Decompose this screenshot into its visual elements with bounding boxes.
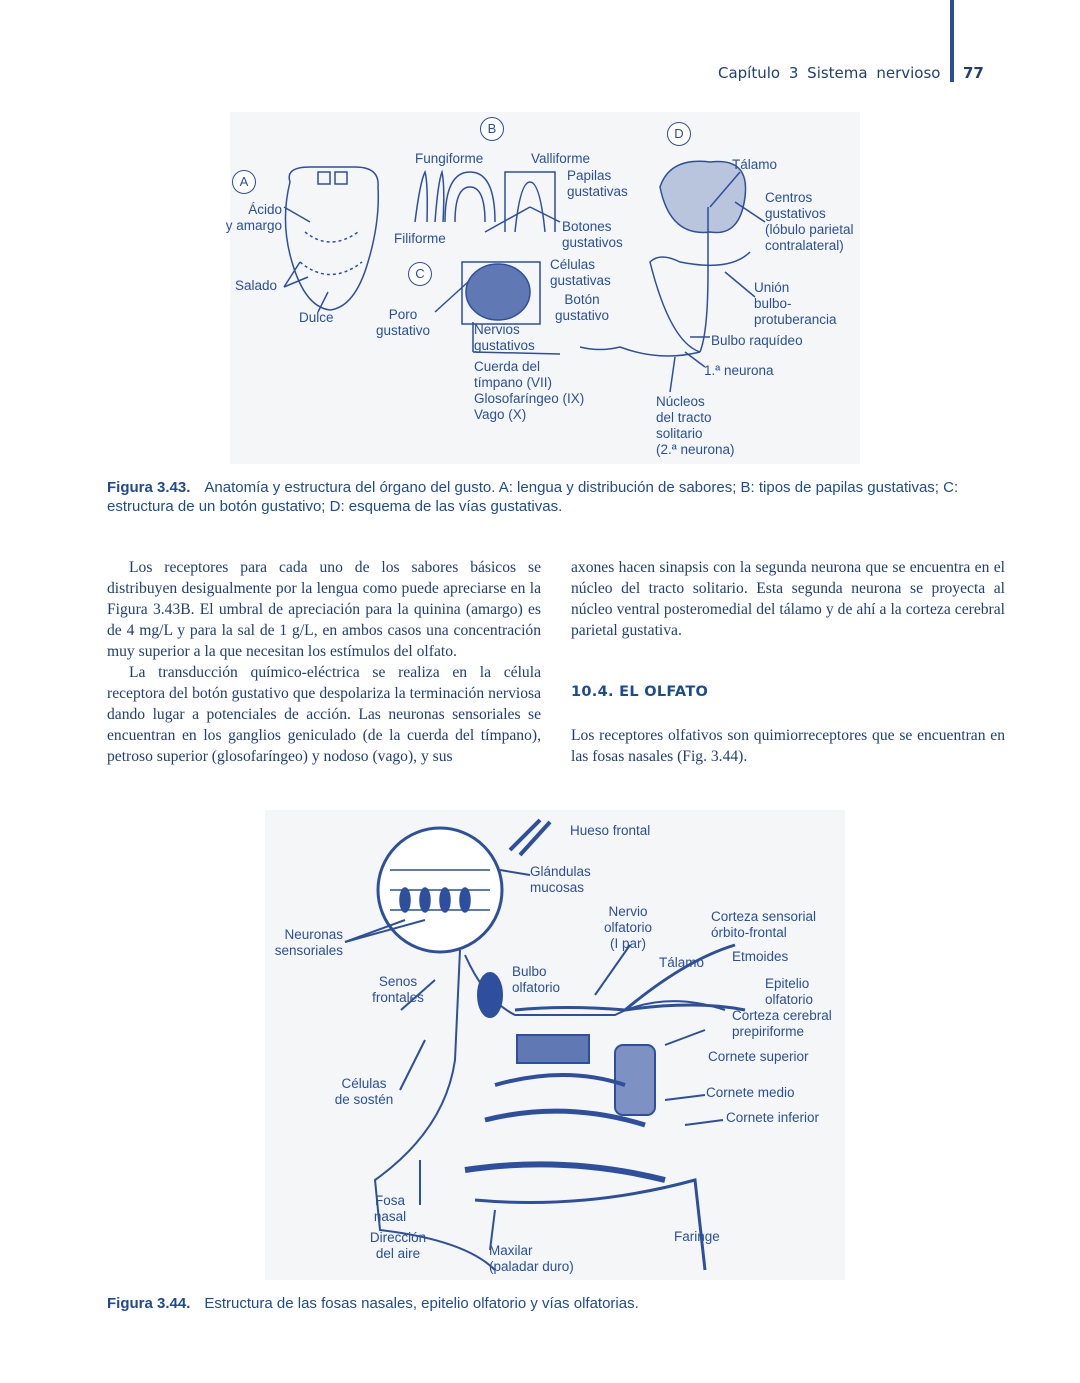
label-senos: Senos frontales (372, 974, 424, 1005)
label-hueso-frontal: Hueso frontal (570, 823, 651, 838)
label-nerves-list: Cuerda del tímpano (VII) Glosofaríngeo (IX) Vago (X) (474, 359, 585, 422)
label-boton: Botón gustativo (554, 292, 610, 323)
figure-3-43-caption (107, 478, 1007, 516)
caption-text: Anatomía y estructura del órgano del gusto. A: lengua y distribución de sabores; B: tipos de papilas gustativas; C: estructura de un botón gustativo; D: esquema de las vías gustativas. (107, 479, 959, 515)
label-primera-neurona: 1.ª neurona (704, 363, 774, 378)
label-valliforme: Valliforme (531, 151, 591, 166)
caption-number: Figura 3.43. (107, 479, 191, 496)
figure-3-43 (225, 112, 860, 464)
label-talamo: Tálamo (732, 157, 778, 172)
label-celulas-sosten: Células de sostén (334, 1076, 394, 1107)
label-direccion-aire: Dirección del aire (369, 1230, 427, 1261)
right-column-2 (571, 725, 1005, 767)
label-cornete-inferior: Cornete inferior (726, 1110, 820, 1125)
label-epitelio: Epitelio olfatorio (765, 976, 814, 1007)
label-etmoides: Etmoides (732, 949, 789, 964)
header-rule (950, 0, 954, 82)
label-union: Unión bulbo-protuberancia (754, 280, 837, 327)
right-column (571, 557, 1005, 641)
label-maxilar: Maxilar (paladar duro) (489, 1243, 574, 1274)
label-celulas: Células gustativas (550, 257, 611, 288)
paragraph: axones hacen sinapsis con la segunda neurona que se encuentra en el núcleo del tracto solitario. Esta segunda neurona se proyecta al núcleo ventral posteromedial del tálamo y de ahí a la corteza cerebral parietal gustativa. (571, 559, 1005, 639)
label-fungiforme: Fungiforme (415, 151, 484, 166)
figure-3-44 (265, 810, 845, 1280)
label-acido: Ácido y amargo (225, 202, 282, 233)
label-faringe: Faringe (674, 1229, 720, 1244)
label-nucleos: Núcleos del tracto solitario (2.ª neurona) (656, 394, 735, 457)
label-cornete-medio: Cornete medio (706, 1085, 795, 1100)
label-poro: Poro gustativo (375, 307, 431, 338)
label-fosa-nasal: Fosa nasal (373, 1193, 407, 1224)
label-nervios: Nervios gustativos (474, 322, 535, 353)
left-column (107, 557, 541, 767)
label-botones: Botones gustativos (562, 219, 623, 250)
panel-label-c: C (408, 262, 432, 286)
label-bulbo-olfatorio: Bulbo olfatorio (512, 964, 561, 995)
label-corteza-prepiriforme: Corteza cerebral prepiriforme (732, 1008, 832, 1039)
label-talamo-2: Tálamo (659, 955, 705, 970)
label-glandulas: Glándulas mucosas (530, 864, 591, 895)
label-bulbo-raquideo: Bulbo raquídeo (711, 333, 803, 348)
label-papilas: Papilas gustativas (567, 168, 628, 199)
label-neuronas: Neuronas sensoriales (274, 927, 343, 958)
label-salado: Salado (235, 278, 278, 293)
panel-label-a: A (232, 170, 256, 194)
label-dulce: Dulce (299, 310, 334, 325)
label-cornete-superior: Cornete superior (708, 1049, 809, 1064)
paragraph: La transducción químico-eléctrica se realiza en la célula receptora del botón gustativo que despolariza la terminación nerviosa dando lugar a potenciales de acción. Las neuronas sensoriales se encuentran en los ganglios geniculado (de la cuerda del tímpano), petroso superior (glosofaríngeo) y nodoso (vago), y sus (107, 664, 541, 765)
figure-3-44-caption (107, 1294, 1007, 1313)
section-heading: 10.4. EL OLFATO (571, 684, 709, 700)
label-nervio-olfatorio: Nervio olfatorio (I par) (603, 904, 653, 951)
label-centros: Centros gustativos (lóbulo parietal contralateral) (765, 190, 854, 253)
label-filiforme: Filiforme (394, 231, 446, 246)
page-number: 77 (963, 64, 984, 82)
label-corteza-sensorial: Corteza sensorial órbito-frontal (711, 909, 817, 940)
panel-label-b: B (480, 117, 504, 141)
paragraph: Los receptores para cada uno de los sabores básicos se distribuyen desigualmente por la lengua como puede apreciarse en la Figura 3.43B. El umbral de apreciación para la quinina (amargo) es de 4 mg/L y para la sal de 1 g/L, en ambos casos una concentración muy superior a la que necesitan los estímulos del olfato. (107, 559, 541, 660)
caption-text: Estructura de las fosas nasales, epitelio olfatorio y vías olfatorias. (204, 1295, 639, 1312)
panel-label-d: D (667, 122, 691, 146)
running-header: Capítulo 3 Sistema nervioso (718, 64, 941, 82)
caption-number: Figura 3.44. (107, 1295, 191, 1312)
paragraph: Los receptores olfativos son quimiorreceptores que se encuentran en las fosas nasales (Fig. 3.44). (571, 727, 1005, 765)
